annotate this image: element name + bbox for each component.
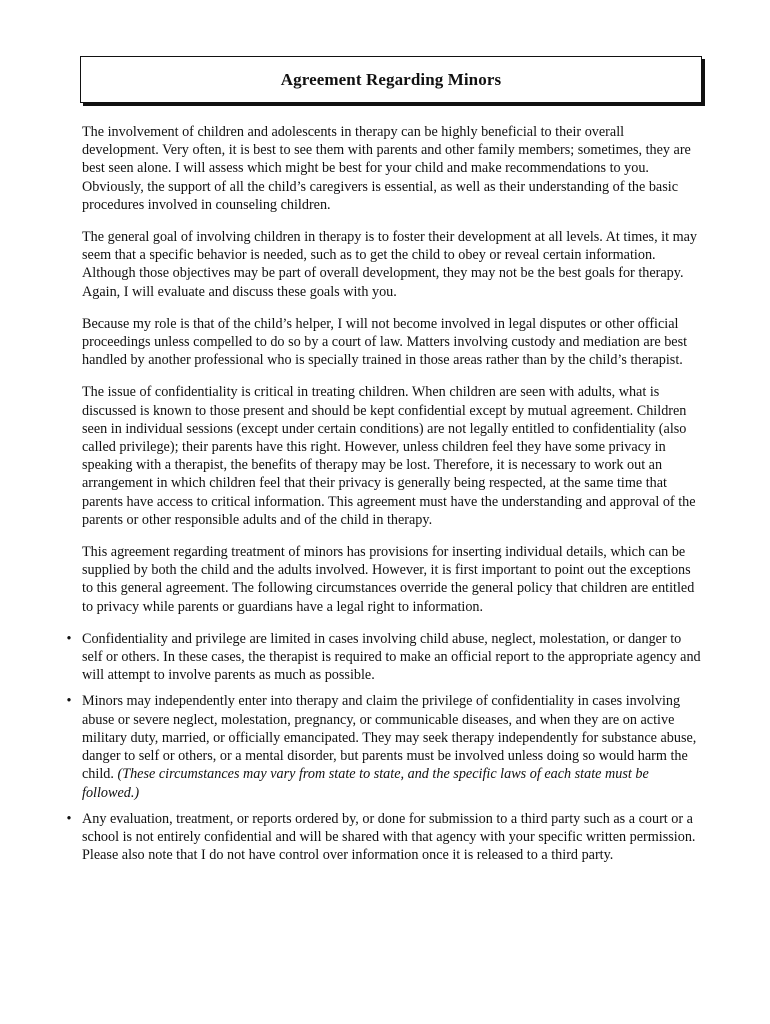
exceptions-list	[66, 630, 704, 864]
list-item	[66, 810, 704, 865]
paragraph-intro: The involvement of children and adolescents in therapy can be highly beneficial to their overall development. Very often, it is best to see them with parents and other family members; sometimes, they are best seen alone. I will assess which might be best for your child and make recommendations to you. Obviously, the support of all the child’s caregivers is essential, as well as their understanding of the basic procedures involved in counseling children.	[82, 124, 691, 213]
bullet-icon: •	[66, 810, 72, 827]
paragraph-role: Because my role is that of the child’s helper, I will not become involved in legal disputes or other official proceedings unless compelled to do so by a court of law. Matters involving custody and mediation are best handled by another professional who is specially trained in those areas rather than by the child’s therapist.	[82, 315, 688, 369]
list-item	[66, 630, 704, 685]
paragraph-agreement: This agreement regarding treatment of minors has provisions for inserting individual details, which can be supplied by both the child and the adults involved. However, it is first important to point out the exceptions to this general agreement. The following circumstances override the general policy that children are entitled to privacy while parents or guardians have a legal right to information.	[82, 544, 695, 615]
list-item-note: (These circumstances may vary from state to state, and the specific laws of each state must be followed.)	[82, 766, 649, 801]
bullet-icon: •	[66, 693, 72, 710]
list-item-text: Minors may independently enter into therapy and claim the privilege of confidentiality in cases involving abuse or severe neglect, molestation, pregnancy, or communicable diseases, and when they are on active military duty, married, or officially emancipated. They may seek therapy independently for substance abuse, danger to self or others, or a mental disorder, but parents must be involved unless doing so would harm the child.	[82, 693, 697, 783]
list-item-text: Any evaluation, treatment, or reports ordered by, or done for submission to a third party such as a court or a school is not entirely confidential and will be shared with that agency with your specific written permission. Please also note that I do not have control over information once it is released to a third party.	[82, 810, 696, 864]
title-box	[80, 56, 702, 103]
list-item-text: Confidentiality and privilege are limited in cases involving child abuse, neglect, molestation, or danger to self or others. In these cases, the therapist is required to make an official report to the appropriate agency and will attempt to involve parents as much as possible.	[82, 630, 701, 684]
paragraph-goals: The general goal of involving children in therapy is to foster their development at all levels. At times, it may seem that a specific behavior is needed, such as to get the child to obey or reveal certain information. Although those objectives may be part of overall development, they may not be the best goals for therapy. Again, I will evaluate and discuss these goals with you.	[82, 229, 698, 300]
paragraph-confidentiality: The issue of confidentiality is critical in treating children. When children are seen with adults, what is discussed is known to those present and should be kept confidential except by mutual agreement. Children seen in individual sessions (except under certain conditions) are not legally entitled to confidentiality (also called privilege); their parents have this right. However, unless children feel they have some privacy in speaking with a therapist, the benefits of therapy may be lost. Therefore, it is necessary to work out an arrangement in which children feel that their privacy is generally being respected, at the same time that parents have access to critical information. This agreement must have the understanding and approval of the parents or other responsible adults and of the child in therapy.	[82, 384, 696, 528]
list-item	[66, 692, 704, 801]
bullet-icon: •	[66, 630, 72, 647]
page-title: Agreement Regarding Minors	[280, 69, 502, 89]
document-body	[66, 123, 704, 872]
